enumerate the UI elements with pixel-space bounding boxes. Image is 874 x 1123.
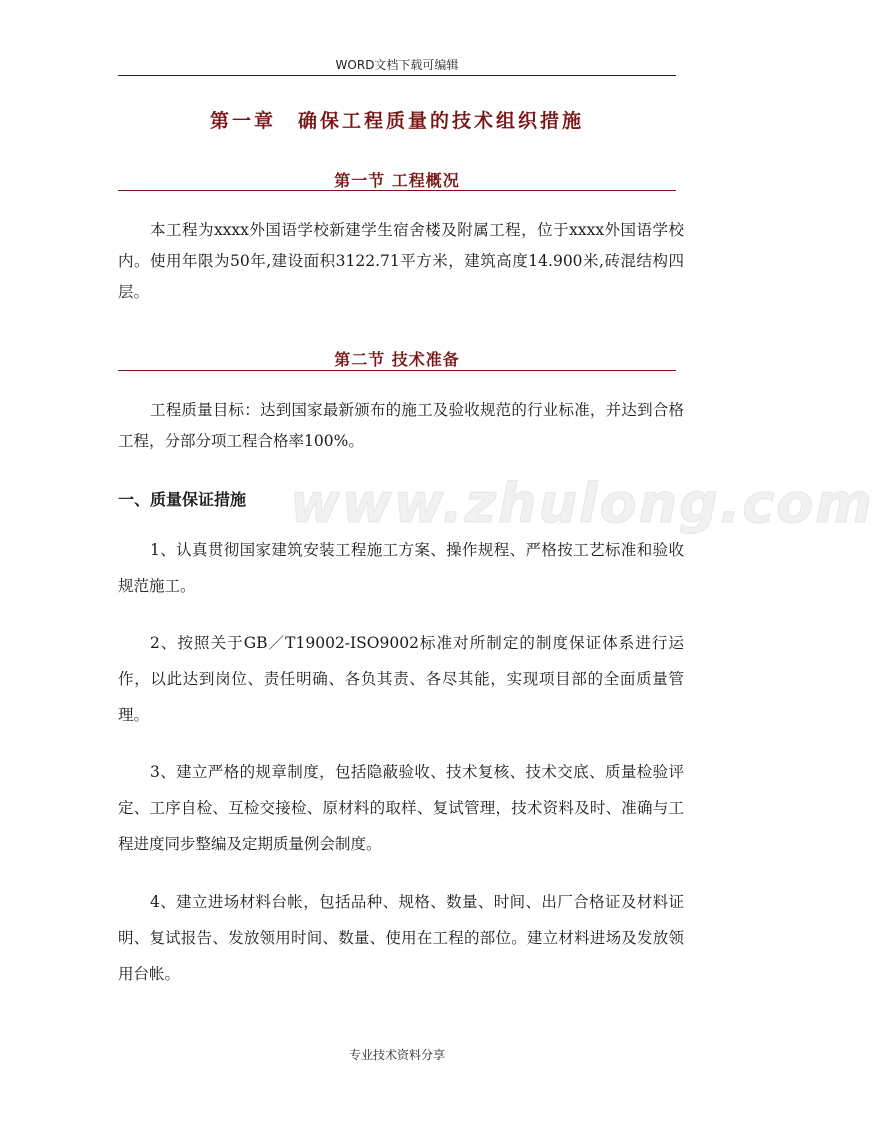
list-item: 3、建立严格的规章制度，包括隐蔽验收、技术复核、技术交底、质量检验评定、工序自检、互检交接检、原材料的取样、复试管理，技术资料及时、准确与工程进度同步整编及定期质量例会制度。 (118, 763, 684, 853)
quality-target-paragraph: 工程质量目标：达到国家最新颁布的施工及验收规范的行业标准，并达到合格工程，分部分项工程合格率100%。 (118, 401, 684, 450)
overview-paragraph: 本工程为xxxx外国语学校新建学生宿舍楼及附属工程，位于xxxx外国语学校内。使用年限为50年,建设面积3122.71平方米，建筑高度14.900米,砖混结构四层。 (118, 221, 684, 301)
page-header: WORD文档下载可编辑 (335, 58, 459, 72)
list-item: 2、按照关于GB／T19002-ISO9002标准对所制定的制度保证体系进行运作，以此达到岗位、责任明确、各负其责、各尽其能，实现项目部的全面质量管理。 (118, 634, 684, 724)
list-item: 4、建立进场材料台帐，包括品种、规格、数量、时间、出厂合格证及材料证明、复试报告、发放领用时间、数量、使用在工程的部位。建立材料进场及发放领用台帐。 (118, 893, 684, 983)
section-title-tech-prep: 第二节 技术准备 (334, 350, 460, 369)
list-item: 1、认真贯彻国家建筑安装工程施工方案、操作规程、严格按工艺标准和验收规范施工。 (118, 541, 684, 595)
chapter-title: 第一章 确保工程质量的技术组织措施 (209, 110, 584, 132)
subsection-title: 一、质量保证措施 (118, 490, 247, 509)
header-rule (118, 75, 676, 76)
page-footer: 专业技术资料分享 (348, 1048, 445, 1062)
section-rule-overview (118, 190, 676, 191)
section-title-overview: 第一节 工程概况 (334, 171, 460, 190)
section-rule-tech-prep (118, 370, 676, 371)
watermark: www.zhulong.com (290, 472, 874, 535)
